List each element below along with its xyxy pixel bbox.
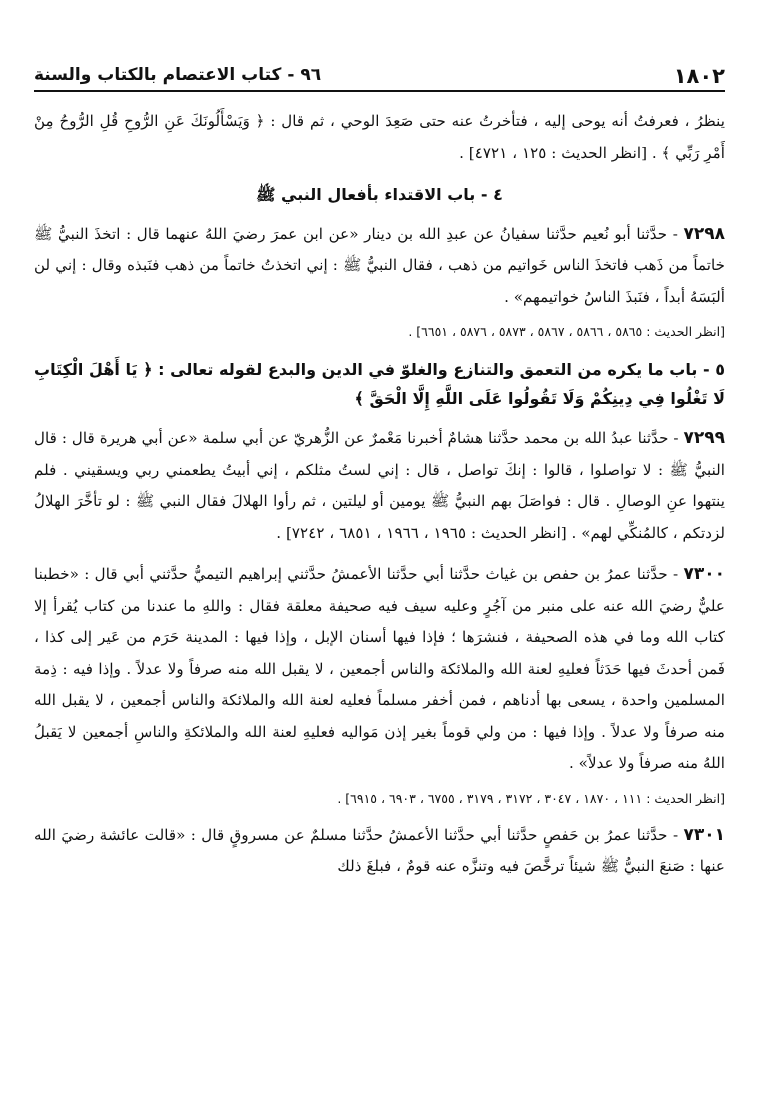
hadith-number: ٧٢٩٩ <box>683 428 725 448</box>
hadith-text: - حدَّثنا عبدُ الله بن محمد حدَّثنا هشامٌ أخبرنا مَعْمرٌ عن الزُّهريّ عن أبي سلمة «عن أبي هريرة قال : قال النبيُّ ﷺ : لا تواصلوا ، قالوا : إنكَ تواصل ، قال : إني لستُ مثلكم ، إني أبيتُ يطعمني ربي ويسقيني . فلم ينتهوا عنِ الوصالِ . قال : فواصَلَ بهم النبيُّ ﷺ يومين أو ليلتين ، ثم رأوا الهلالَ فقال النبي ﷺ : لو تأخَّرَ الهلالُ لزدتكم ، كالمُنكِّي لهم» . [انظر الحديث : ١٩٦٥ ، ١٩٦٦ ، ٦٨٥١ ، ٧٢٤٢] . <box>34 429 725 542</box>
hadith-7300-reference: [انظر الحديث : ١١١ ، ١٨٧٠ ، ٣٠٤٧ ، ٣١٧٢ ، ٣١٧٩ ، ٦٧٥٥ ، ٦٩٠٣ ، ٦٩١٥] . <box>337 790 725 806</box>
chapter-heading-4: ٤ - باب الاقتداء بأفعال النبي ﷺ <box>256 185 503 204</box>
hadith-number: ٧٣٠١ <box>683 824 725 845</box>
intro-paragraph: ينظرُ ، فعرفتُ أنه يوحى إليه ، فتأخرتُ عنه حتى صَعِدَ الوحي ، ثم قال : ﴿ وَيَسْأَلُونَكَ عَنِ الرُّوحِ قُلِ الرُّوحُ مِنْ أَمْرِ رَبِّي ﴾ . [انظر الحديث : ١٢٥ ، ٤٧٢١] . <box>34 112 725 162</box>
page-header <box>34 62 725 92</box>
hadith-7298 <box>34 219 725 314</box>
book-page <box>34 62 725 1089</box>
chapter-heading-5: ٥ - باب ما يكره من التعمق والتنازع والغلوّ في الدين والبدع لقوله تعالى : ﴿ يَا أَهْلَ الْكِتَابِ لَا تَغْلُوا فِي دِينِكُمْ وَلَا تَقُولُوا عَلَى اللَّهِ إِلَّا الْحَقَّ ﴾ <box>34 360 725 408</box>
hadith-7301 <box>34 820 725 883</box>
hadith-number: ٧٣٠٠ <box>683 564 725 584</box>
hadith-text: - حدَّثنا عمرُ بن حفص بن غياث حدَّثنا أبي حدَّثنا الأعمشُ حدَّثني إبراهيم التيميُّ حدَّثني أبي قال : «خطبنا عليٌّ رضيَ الله عنه على منبر من آجُرٍ وعليه سيف فيه صحيفة معلقة فقال : واللهِ ما عندنا من كتاب يُقرأ إلا كتاب الله وما في هذه الصحيفة ، فنشرَها ؛ فإذا فيها أسنان الإبل ، وإذا فيها : المدينة حَرَم من عَير إلى كذا ، فَمن أحدثَ فيها حَدَثاً فعليهِ لعنة الله والملائكة والناس أجمعين ، لا يقبل الله منه صرفاً ولا عدلاً . وإذا فيه : ذِمة المسلمين واحدة ، يسعى بها أدناهم ، فمن أخفر مسلماً فعليه لعنة الله والملائكة والناس أجمعين ، لا يقبل الله منه صرفاً ولا عدلاً . وإذا فيها : من ولي قوماً بغير إذن مَواليه فعليهِ لعنة الله والملائكةِ والناسِ أجمعين لا يَقبلُ اللهُ منه صرفاً ولا عدلاً» . <box>34 565 725 772</box>
page-number: ١٨٠٢ <box>673 64 725 88</box>
hadith-text: - حدَّثنا عمرُ بن حَفصٍ حدَّثنا أبي حدَّثنا الأعمشُ حدَّثنا مسلمٌ عن مسروقٍ قال : «قالت عائشة رضيَ الله عنها : صَنعَ النبيُّ ﷺ شيئاً ترخَّصَ فيه وتنزَّه عنه قومٌ ، فبلغَ ذلك <box>34 825 725 875</box>
hadith-number: ٧٢٩٨ <box>683 223 725 244</box>
hadith-7300 <box>34 559 725 780</box>
page-body <box>34 106 725 883</box>
running-title: ٩٦ - كتاب الاعتصام بالكتاب والسنة <box>34 65 322 85</box>
hadith-7298-reference: [انظر الحديث : ٥٨٦٥ ، ٥٨٦٦ ، ٥٨٦٧ ، ٥٨٧٣ ، ٥٨٧٦ ، ٦٦٥١] . <box>408 324 725 339</box>
hadith-7299 <box>34 423 725 549</box>
hadith-text: - حدَّثنا أبو نُعيم حدَّثنا سفيانُ عن عبدِ الله بن دينار «عن ابن عمرَ رضيَ اللهُ عنهما قال : اتخذَ النبيُّ ﷺ خاتماً من ذَهب فاتخذَ الناس خَواتيم من ذهب ، فقال النبيُّ ﷺ : إني اتخذتُ خاتماً من ذهب فنَبذه وقال : إني لن ألبَسَهُ أبداً ، فنَبذَ الناسُ خواتيمهم» . <box>34 224 725 306</box>
